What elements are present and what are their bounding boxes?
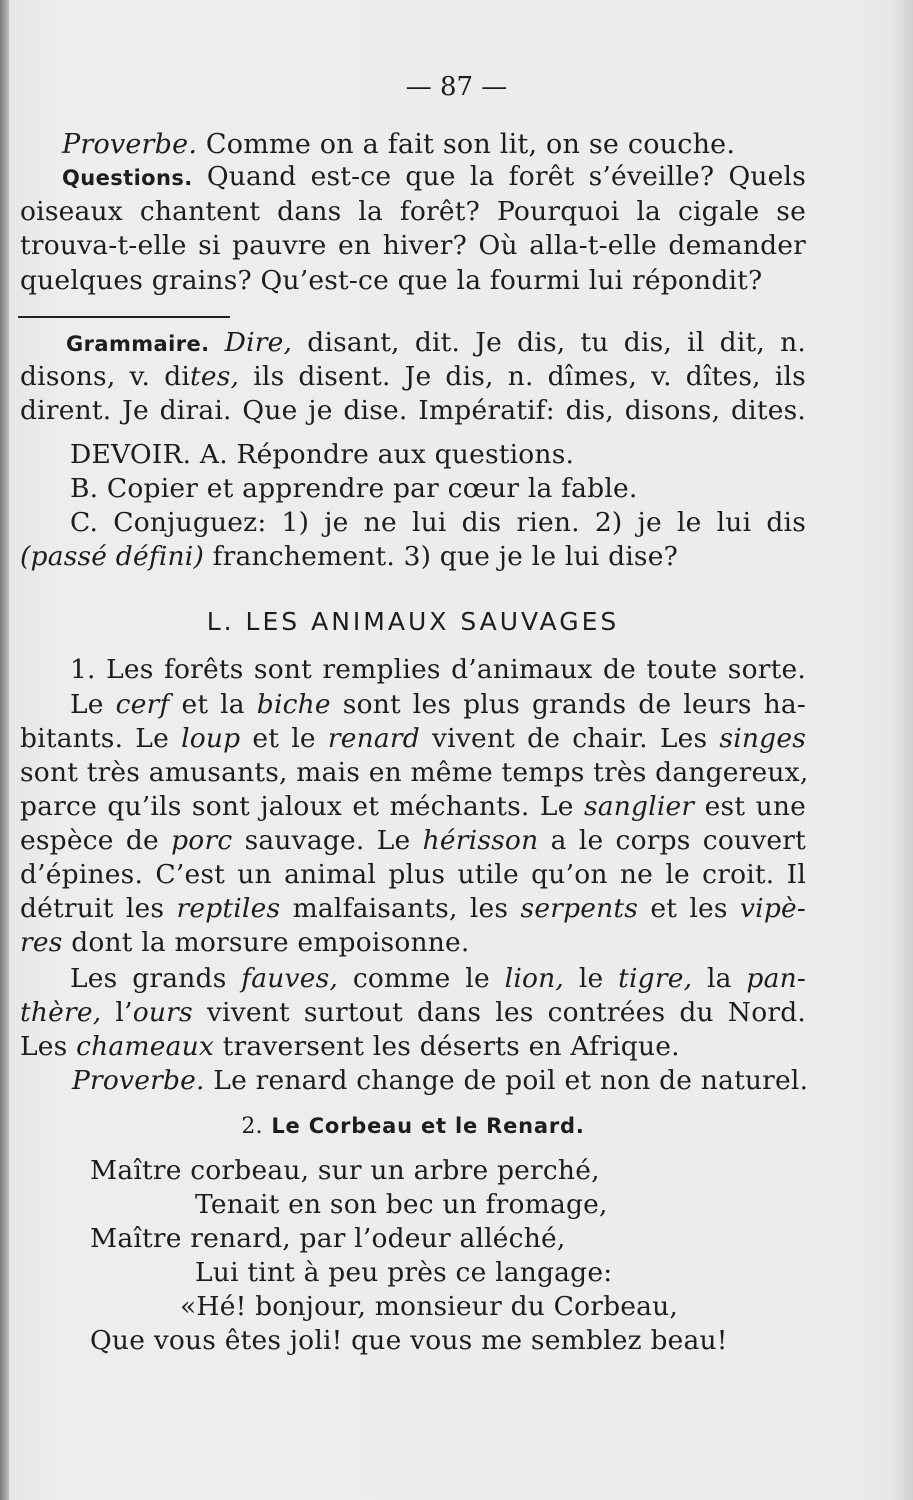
grammar-line-2 <box>20 362 806 392</box>
p1-t14: et les <box>650 893 728 924</box>
grammar-label: Grammaire. <box>66 332 210 356</box>
p1-i1: cerf <box>115 689 170 720</box>
verse-5: «Hé! bonjour, monsieur du Corbeau, <box>180 1291 679 1322</box>
para2-line-1 <box>70 964 806 994</box>
page-edge <box>891 0 913 1500</box>
devoir-line-a: DEVOIR. A. Répondre aux questions. <box>70 439 575 470</box>
p1-i4: renard <box>327 723 420 754</box>
verse-2: Tenait en son bec un fromage, <box>195 1189 608 1220</box>
para1-line-6 <box>20 826 806 856</box>
questions-line-1 <box>62 162 806 193</box>
p2-t2: comme le <box>352 963 490 994</box>
p1-t1: Le <box>70 689 104 720</box>
p1-t15: dont la morsure empoisonne. <box>71 927 470 958</box>
grammar-line-1 <box>66 328 806 359</box>
devoir-text-d: franchement. 3) que je le lui dise? <box>212 541 678 572</box>
p2-i4: pan- <box>746 963 807 994</box>
page-number: — 87 — <box>405 72 508 102</box>
p1-i8: hérisson <box>422 825 539 856</box>
fable-title: Le Corbeau et le Renard. <box>271 1114 585 1138</box>
p1-i3: loup <box>181 723 241 754</box>
section-divider <box>18 316 230 318</box>
questions-label: Questions. <box>62 166 193 190</box>
fable-number: 2. <box>241 1114 263 1139</box>
para1-line-1: 1. Les forêts sont remplies d’animaux de toute sorte. <box>70 654 806 685</box>
p1-t3: sont les plus grands de leurs ha- <box>342 689 807 720</box>
p2-i1: fauves, <box>241 963 339 994</box>
devoir-line-c: C. Conjuguez: 1) je ne lui dis rien. 2) je le lui dis <box>70 507 806 538</box>
devoir-line-b: B. Copier et apprendre par cœur la fable. <box>70 473 638 504</box>
devoir-line-d <box>20 542 678 572</box>
p1-t11: a le corps couvert <box>550 825 807 856</box>
para1-line-2 <box>70 690 806 720</box>
p2-i6: ours <box>132 997 193 1028</box>
p2-t7: Les <box>20 1031 68 1062</box>
p2-t1: Les grands <box>70 963 227 994</box>
grammar-text-1: disant, dit. Je dis, tu dis, il dit, n. <box>307 327 807 358</box>
p1-t4: bitants. Le <box>20 723 169 754</box>
p1-i7: porc <box>171 825 233 856</box>
p2-t4: la <box>706 963 732 994</box>
p1-i5: singes <box>719 723 807 754</box>
grammar-text-2c: ils disent. Je dis, n. dîmes, v. dîtes, ils <box>253 361 806 392</box>
p2-t3: le <box>578 963 604 994</box>
p1-i9: reptiles <box>176 893 281 924</box>
p1-i6: sanglier <box>583 791 695 822</box>
questions-line-4: quelques grains? Qu’est-ce que la fourmi lui répondit? <box>20 265 763 296</box>
para1-line-8 <box>20 894 806 924</box>
questions-line-3: trouva-t-elle si pauvre en hiver? Où alla-t-elle demander <box>20 230 806 261</box>
p1-i12: res <box>20 927 63 958</box>
p2-t5: l’ <box>115 997 133 1028</box>
questions-line-2: oiseaux chantent dans la forêt? Pourquoi la cigale se <box>20 196 806 227</box>
grammar-verb: Dire, <box>224 327 293 358</box>
proverb-line <box>62 130 735 160</box>
section-title: L. LES ANIMAUX SAUVAGES <box>206 607 620 636</box>
para1-line-5 <box>20 792 806 822</box>
para1-line-3 <box>20 724 806 754</box>
p1-t7: parce qu’ils sont jaloux et méchants. Le <box>20 791 574 822</box>
p1-i2: biche <box>256 689 331 720</box>
binding-gutter <box>0 0 9 1500</box>
p2-i7: chameaux <box>76 1031 215 1062</box>
p2-proverb-label: Proverbe. <box>72 1065 205 1096</box>
p2-ours-wrap <box>115 997 192 1028</box>
p1-t2: et la <box>181 689 245 720</box>
para1-line-9 <box>20 928 470 958</box>
p1-t5: et le <box>252 723 316 754</box>
p2-i3: tigre, <box>618 963 693 994</box>
verse-1: Maître corbeau, sur un arbre perché, <box>90 1155 600 1186</box>
grammar-text-2a-part: disons, v. di <box>20 361 191 392</box>
fable-heading <box>0 1110 826 1142</box>
questions-text-1: Quand est-ce que la forêt s’éveille? Quels <box>206 161 807 192</box>
p1-t10: sauvage. Le <box>244 825 411 856</box>
verse-3: Maître renard, par l’odeur alléché, <box>90 1223 566 1254</box>
grammar-line-3: dirent. Je dirai. Que je dise. Impératif: dis, disons, dites. <box>20 395 806 426</box>
para2-line-2 <box>20 998 806 1028</box>
para1-line-4: sont très amusants, mais en même temps très dangereux, <box>20 757 809 788</box>
grammar-text-2a <box>20 361 239 392</box>
para2-proverb <box>72 1065 809 1096</box>
devoir-italic: (passé défini) <box>20 541 205 572</box>
p2-t8: traversent les déserts en Afrique. <box>222 1031 680 1062</box>
p2-i2: lion, <box>504 963 565 994</box>
proverb-text: Comme on a fait son lit, on se couche. <box>205 129 736 160</box>
p2-t6: vivent surtout dans les contrées du Nord. <box>206 997 807 1028</box>
p1-t8: est une <box>704 791 806 822</box>
p1-t13: malfaisants, les <box>292 893 509 924</box>
proverb-label: Proverbe. <box>62 129 198 160</box>
p1-t6: vivent de chair. Les <box>432 723 708 754</box>
grammar-text-2b: tes, <box>190 361 240 392</box>
p2-i5: thère, <box>20 997 102 1028</box>
para2-line-3 <box>20 1032 680 1062</box>
para1-line-7: d’épines. C’est un animal plus utile qu’on ne le croit. Il <box>20 859 806 890</box>
p2-proverb-text: Le renard change de poil et non de naturel. <box>213 1065 809 1096</box>
verse-4: Lui tint à peu près ce langage: <box>195 1257 613 1288</box>
p1-i10: serpents <box>520 893 639 924</box>
p1-t12: détruit les <box>20 893 165 924</box>
verse-6: Que vous êtes joli! que vous me semblez beau! <box>90 1325 728 1356</box>
p1-i11: vipè- <box>739 893 807 924</box>
p1-t9: espèce de <box>20 825 159 856</box>
